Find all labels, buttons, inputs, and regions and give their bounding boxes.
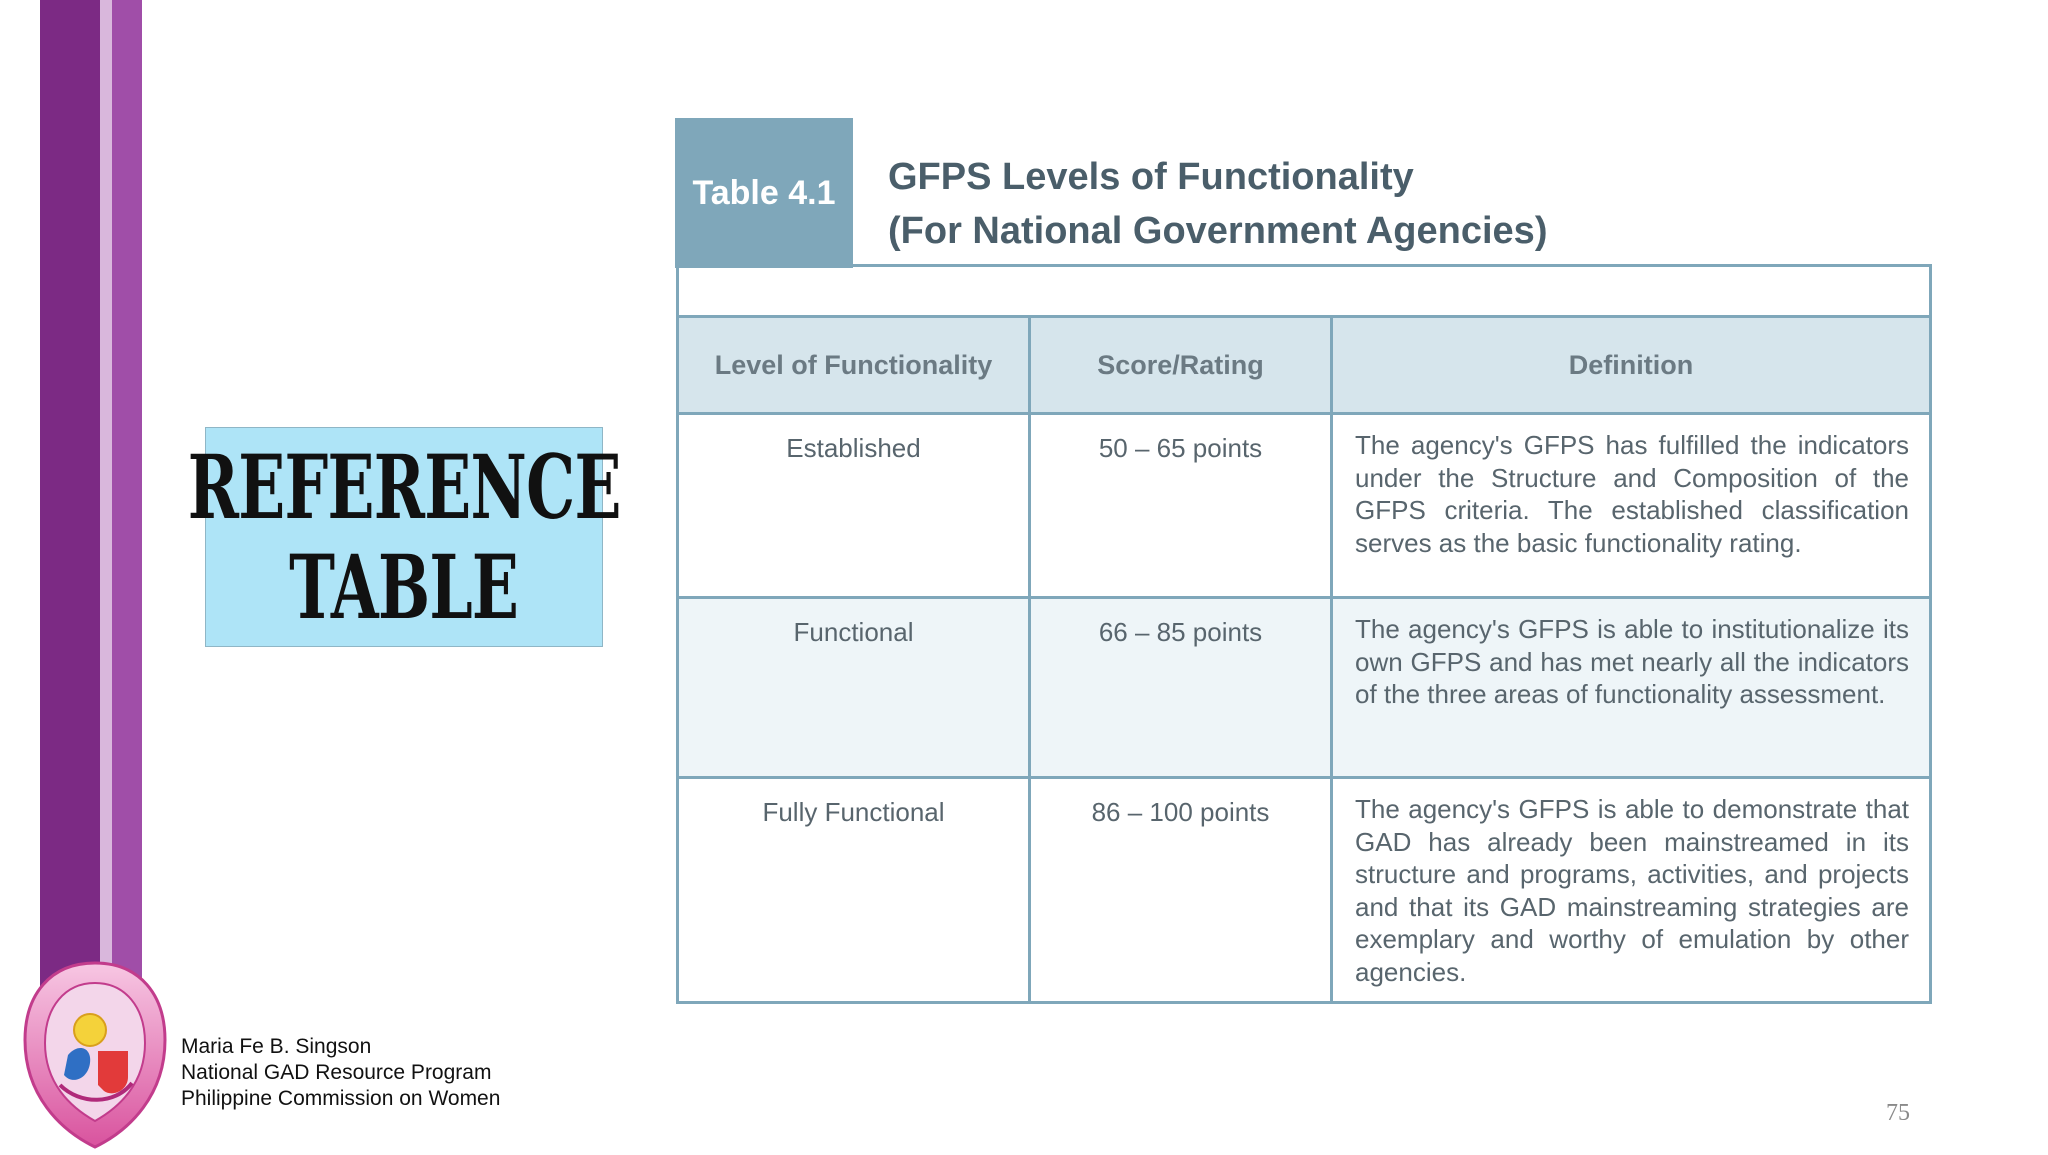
presenter-program: National GAD Resource Program [181, 1061, 492, 1084]
presenter-organization: Philippine Commission on Women [181, 1087, 501, 1110]
pcw-seal-icon [20, 955, 170, 1155]
left-stripe-gap [100, 0, 112, 1000]
header-definition: Definition [1568, 349, 1694, 380]
table-row [679, 599, 1929, 779]
header-score: Score/Rating [1031, 318, 1333, 412]
gfps-levels-table [676, 264, 1932, 1004]
table-spacer-row [679, 267, 1929, 318]
table-title-line-1: GFPS Levels of Functionality [888, 156, 1414, 198]
presenter-name: Maria Fe B. Singson [181, 1035, 372, 1058]
reference-line-2: TABLE [289, 535, 519, 639]
header-level: Level of Functionality [679, 318, 1031, 412]
cell-level: Fully Functional [679, 779, 1031, 1004]
cell-definition: The agency's GFPS is able to demonstrate that GAD has already been mainstreamed in its structure and programs, activities, and projects and that its GAD mainstreaming strategies are exemplary and worthy of emulation by other agencies. [1355, 794, 1909, 987]
cell-score: 86 – 100 points [1031, 779, 1333, 1004]
cell-level: Established [679, 415, 1031, 596]
table-header-row [679, 318, 1929, 415]
cell-score: 66 – 85 points [1031, 599, 1333, 776]
reference-table-box [187, 427, 621, 647]
presenter-credits [181, 1034, 500, 1112]
cell-definition: The agency's GFPS is able to institutionalize its own GFPS and has met nearly all the indicators of the three areas of functionality assessment. [1355, 614, 1909, 709]
cell-score: 50 – 65 points [1031, 415, 1333, 596]
page-number: 75 [1886, 1100, 1910, 1126]
reference-line-1: REFERENCE [187, 435, 621, 539]
table-title [888, 150, 1888, 258]
left-stripe-light [112, 0, 142, 1000]
left-stripe-dark [40, 0, 100, 1020]
table-row [679, 779, 1929, 1004]
table-row [679, 415, 1929, 599]
table-title-line-2: (For National Government Agencies) [888, 210, 1548, 252]
cell-level: Functional [679, 599, 1031, 776]
cell-definition: The agency's GFPS has fulfilled the indicators under the Structure and Composition of the GFPS criteria. The established classification serves as the basic functionality rating. [1355, 430, 1909, 558]
table-number-tag: Table 4.1 [675, 118, 853, 268]
